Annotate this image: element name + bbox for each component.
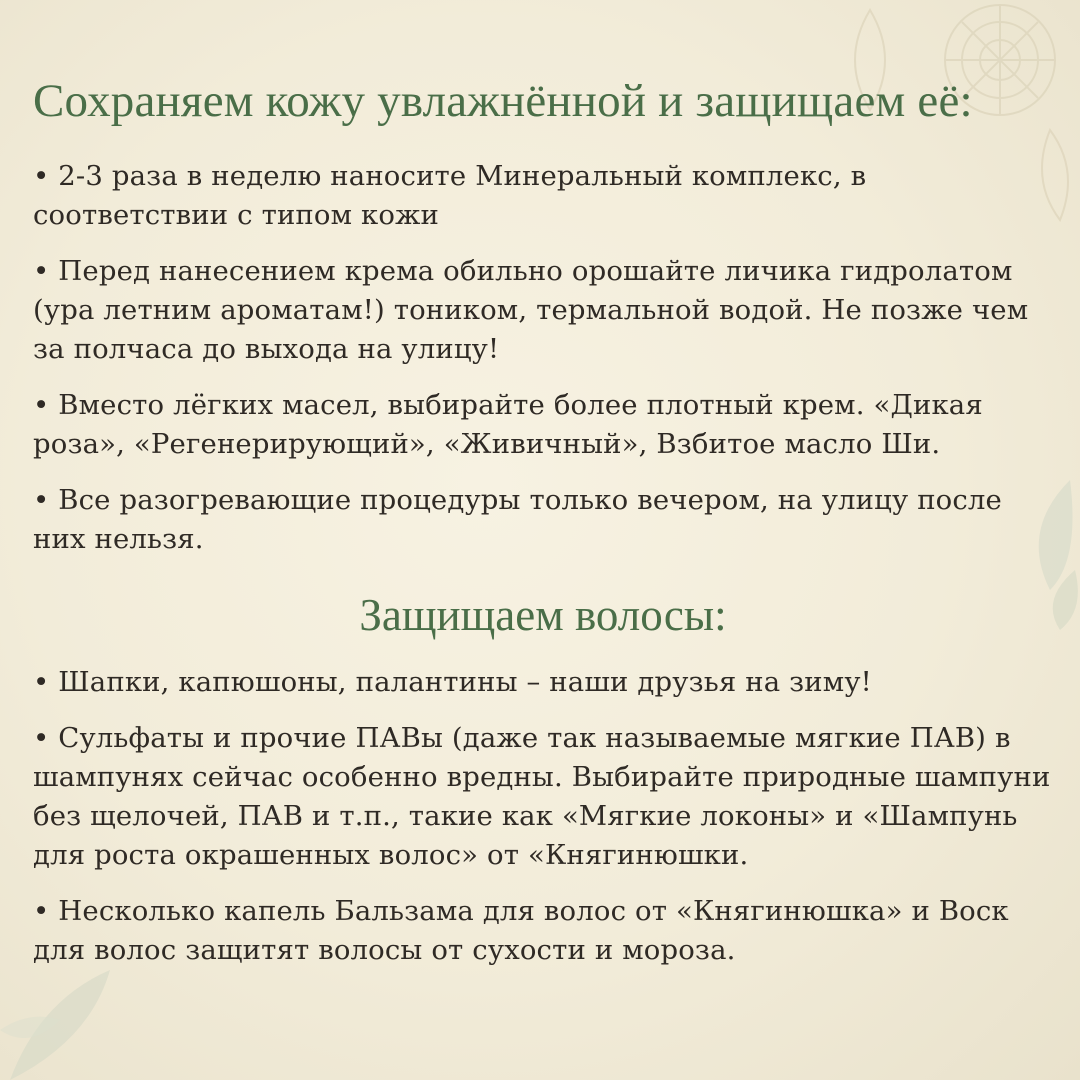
skin-tip: • Вместо лёгких масел, выбирайте более плотный крем. «Дикая роза», «Регенерирующий», «Живичный», Взбитое масло Ши. — [33, 389, 983, 460]
skin-section-heading: Сохраняем кожу увлажнённой и защищаем её: — [33, 75, 973, 127]
skin-tip: • Все разогревающие процедуры только вечером, на улицу после них нельзя. — [33, 484, 1002, 555]
skin-section — [33, 70, 1053, 559]
hair-tip: • Несколько капель Бальзама для волос от «Княгинюшка» и Воск для волос защитят волосы от сухости и мороза. — [33, 895, 1009, 966]
skin-tip: • Перед нанесением крема обильно орошайте личика гидролатом (ура летним ароматам!) тоником, термальной водой. Не позже чем за полчаса до выхода на улицу! — [33, 255, 1029, 365]
hair-section — [33, 585, 1053, 970]
hair-tip: • Шапки, капюшоны, палантины – наши друзья на зиму! — [33, 666, 872, 698]
skin-tip: • 2-3 раза в неделю наносите Минеральный комплекс, в соответствии с типом кожи — [33, 160, 867, 231]
hair-section-heading: Защищаем волосы: — [359, 590, 727, 640]
content-area — [33, 70, 1053, 987]
hair-tip: • Сульфаты и прочие ПАВы (даже так называемые мягкие ПАВ) в шампунях сейчас особенно вредны. Выбирайте природные шампуни без щелочей, ПАВ и т.п., такие как «Мягкие локоны» и «Шампунь для роста окрашенных волос» от «Княгинюшки. — [33, 722, 1051, 871]
